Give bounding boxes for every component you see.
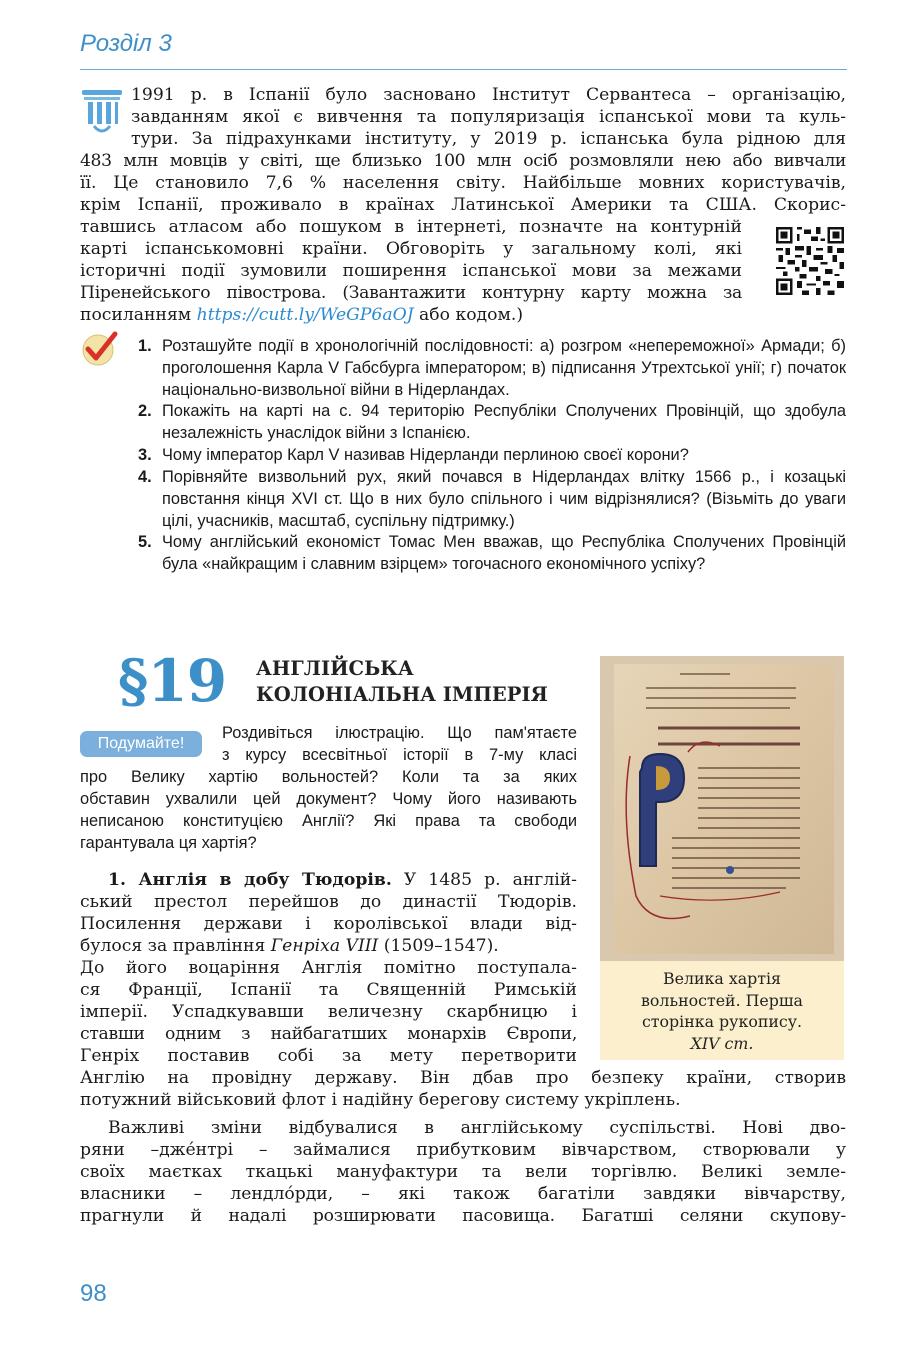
body-wide-line-1: Англію на провідну державу. Він дбав про безпеку країни, створив <box>80 1068 846 1088</box>
body-line-3-start: булося за правління <box>80 936 271 956</box>
intro-line-4: 483 млн мовців у світі, ще близько 100 млн осіб розмовляли нею або вивчали <box>80 151 846 171</box>
figure-caption <box>600 961 844 1060</box>
question-2 <box>138 401 846 445</box>
header-divider <box>80 69 847 70</box>
think-line-2: з курсу всесвітньої історії в 7-му класі <box>222 746 577 764</box>
body-line-2: Посилення держави і королівської влади від- <box>80 914 577 934</box>
body-line-6: імперії. Успадкувавши величезну скарбницю і <box>80 1002 577 1022</box>
question-1-number: 1. <box>138 337 152 355</box>
caption-line-4: XIV ст. <box>690 1033 754 1053</box>
intro-line-2: завданням якої є вивчення та популяризація іспанської мови та куль- <box>131 107 846 127</box>
check-icon <box>80 329 118 367</box>
caption-line-2: вольностей. Перша <box>641 990 803 1010</box>
intro-line-10: Піренейського півострова. (Завантажити контурну карту можна за <box>80 283 742 303</box>
body-wide-line-2: потужний військовий флот і надійну берегову систему укріплень. <box>80 1090 681 1110</box>
question-5 <box>138 532 846 576</box>
intro-line-9: історичні події зумовили поширення іспанської мови за межами <box>80 261 742 281</box>
think-badge: Подумайте! <box>80 731 202 757</box>
question-4 <box>138 467 846 532</box>
question-3-number: 3. <box>138 446 152 464</box>
section-title-line-1: АНГЛІЙСЬКА <box>256 657 414 680</box>
intro-line-5: її. Це становило 7,6 % населення світу. Найбільше мовних користувачів, <box>80 173 846 193</box>
question-4-number: 4. <box>138 468 152 486</box>
think-line-5: неписаною конституцією Англії? Які права та свободи <box>80 812 577 830</box>
contour-map-link[interactable]: https://cutt.ly/WeGP6aOJ <box>196 305 414 325</box>
subsection-heading: 1. Англія в добу Тюдорів. <box>108 870 392 890</box>
think-line-6: гарантувала ця хартія? <box>80 834 257 852</box>
caption-line-1: Велика хартія <box>662 969 782 988</box>
question-4-text: Порівняйте визвольний рух, який почався в Нідерландах влітку 1566 р., і козацькі повстання кінця XVI ст. Що в них було спільного і чим відрізнялися? (Візьміть до уваги цілі, учасників, масштаб, суспільну підтримку.) <box>162 468 846 530</box>
intro-line-7: тавшись атласом або пошуком в інтернеті, позначте на контурній <box>80 217 742 237</box>
king-name: Генріха VIII <box>270 936 379 956</box>
intro-last-before: посиланням <box>80 305 197 325</box>
intro-last-after: або кодом.) <box>413 305 524 325</box>
body-line-3 <box>80 936 577 958</box>
manuscript-drawing <box>600 656 844 961</box>
subsection-first-line <box>108 870 577 892</box>
column-icon <box>80 88 124 138</box>
body-line-7: ставши одним з найбагатших монархів Європи, <box>80 1024 577 1044</box>
subsection-first-rest: У 1485 р. англій- <box>391 870 577 890</box>
para2-line-4: власники – лендло́рди, – які також багатіли завдяки вівчарству, <box>80 1184 846 1204</box>
question-2-number: 2. <box>138 402 152 420</box>
body-line-5: ся Франції, Іспанії та Священній Римській <box>80 980 577 1000</box>
section-number: §19 <box>118 647 227 715</box>
think-line-3: про Велику хартію вольностей? Коли та за яких <box>80 768 577 786</box>
question-1-text: Розташуйте події в хронологічній послідовності: а) розгром «непереможної» Армади; б) проголошення Карла V Габсбурга імператором; в) підписання Утрехтської унії; г) початок національно-визвольної війни в Нідерландах. <box>162 337 846 399</box>
question-5-text: Чому англійський економіст Томас Мен вважав, що Республіка Сполучених Провінцій була «найкращим і славним взірцем» тогочасного економічного успіху? <box>162 533 846 573</box>
question-1 <box>138 336 846 401</box>
body-line-8: Генріх поставив собі за мету перетворити <box>80 1046 577 1066</box>
intro-line-8: карті іспанськомовні країни. Обговоріть у загальному колі, які <box>80 239 742 259</box>
question-5-number: 5. <box>138 533 152 551</box>
para2-line-2: ряни –дже́нтрі – займалися прибутковим вівчарством, створювали у <box>80 1140 846 1160</box>
think-line-1: Роздивіться ілюстрацію. Що пам'ятаєте <box>222 724 577 742</box>
intro-line-1: 1991 р. в Іспанії було засновано Інститут Сервантеса – організацію, <box>131 85 846 105</box>
think-line-4: обставин ухвалили цей документ? Чому його називають <box>80 790 577 808</box>
qr-code-icon[interactable] <box>776 227 844 295</box>
section-title <box>256 656 548 708</box>
body-line-1: ський престол перейшов до династії Тюдорів. <box>80 892 577 912</box>
question-3-text: Чому імператор Карл V називав Нідерланди перлиною своєї корони? <box>162 446 689 464</box>
para2-line-5: прагнули й надалі розширювати пасовища. Багатші селяни скупову- <box>80 1206 846 1226</box>
intro-line-6: крім Іспанії, проживало в країнах Латинської Америки та США. Скорис- <box>80 195 846 215</box>
magna-carta-image <box>600 656 844 961</box>
section-title-line-2: КОЛОНІАЛЬНА ІМПЕРІЯ <box>256 683 548 706</box>
chapter-label: Розділ 3 <box>80 30 172 57</box>
para2-line-1: Важливі зміни відбувалися в англійському суспільстві. Нові дво- <box>108 1118 846 1138</box>
intro-last-line <box>80 305 742 327</box>
caption-line-3: сторінка рукопису. <box>641 1012 803 1031</box>
king-years: (1509–1547). <box>378 936 499 956</box>
para2-line-3: своїх маєтках ткацькі мануфактури та вели торгівлю. Великі земле- <box>80 1162 846 1182</box>
question-3 <box>138 445 846 467</box>
intro-line-3: тури. За підрахунками інституту, у 2019 р. іспанська була рідною для <box>131 129 846 149</box>
question-2-text: Покажіть на карті на с. 94 територію Республіки Сполучених Провінцій, що здобула незалежність унаслідок війни з Іспанією. <box>162 402 846 442</box>
page-number: 98 <box>80 1280 107 1307</box>
body-line-4: До його воцаріння Англія помітно поступала- <box>80 958 577 978</box>
